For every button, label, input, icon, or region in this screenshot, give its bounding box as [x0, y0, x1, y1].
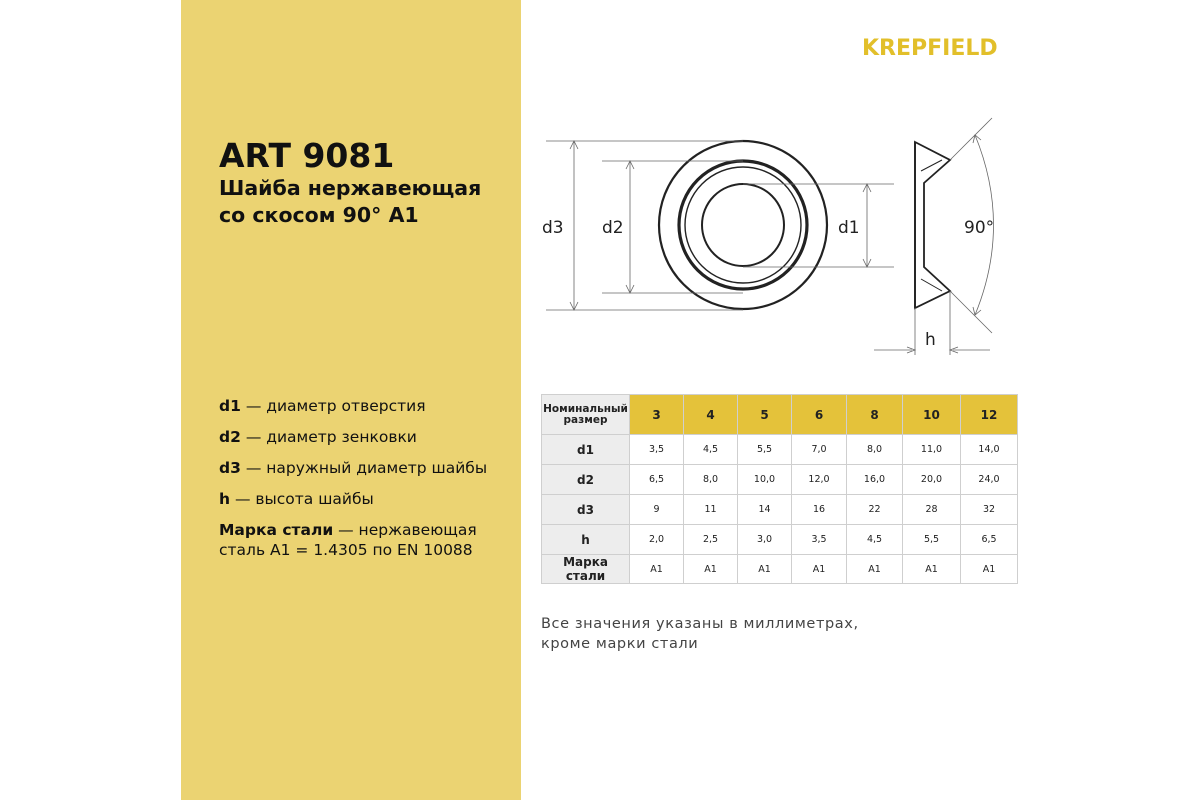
table-row [542, 555, 1018, 584]
label-d2: d2 [602, 218, 624, 238]
hole-ring [702, 184, 784, 266]
table-cell: 6,5 [630, 465, 684, 495]
label-h: h [925, 330, 936, 350]
table-cell: 20,0 [903, 465, 961, 495]
table-row-label: d2 [542, 465, 630, 495]
legend-item: h — высота шайбы [219, 490, 374, 508]
table-cell: 2,0 [630, 525, 684, 555]
table-cell: 12,0 [792, 465, 847, 495]
washer-drawing [540, 115, 1010, 365]
table-row [542, 465, 1018, 495]
countersink-ring [679, 161, 807, 289]
table-size-cell: 6 [792, 395, 847, 435]
units-footnote-line2: кроме марки стали [541, 636, 699, 652]
dimension-legend [219, 396, 509, 560]
outer-ring [659, 141, 827, 309]
product-name-line1: Шайба нержавеющая [219, 176, 482, 200]
table-cell: A1 [738, 555, 792, 584]
table-cell: A1 [847, 555, 903, 584]
table-cell: A1 [684, 555, 738, 584]
steel-grade-note: Марка стали — нержавеющая сталь A1 = 1.4305 по EN 10088 [219, 521, 477, 559]
table-row [542, 435, 1018, 465]
product-name-line2: со скосом 90° A1 [219, 203, 419, 227]
table-cell: 9 [630, 495, 684, 525]
table-cell: 3,5 [630, 435, 684, 465]
table-cell: A1 [903, 555, 961, 584]
legend-item: d3 — наружный диаметр шайбы [219, 459, 488, 477]
table-cell: 14,0 [961, 435, 1018, 465]
units-footnote [541, 614, 859, 654]
table-cell: 5,5 [903, 525, 961, 555]
table-cell: 24,0 [961, 465, 1018, 495]
table-cell: 4,5 [684, 435, 738, 465]
table-header-label: Номинальный размер [542, 395, 630, 435]
product-name [219, 175, 519, 229]
table-cell: 6,5 [961, 525, 1018, 555]
table-size-cell: 10 [903, 395, 961, 435]
table-size-cell: 4 [684, 395, 738, 435]
table-cell: 11,0 [903, 435, 961, 465]
table-size-cell: 8 [847, 395, 903, 435]
table-cell: 10,0 [738, 465, 792, 495]
table-cell: 11 [684, 495, 738, 525]
legend-item: d1 — диаметр отверстия [219, 397, 426, 415]
legend-item: d2 — диаметр зенковки [219, 428, 417, 446]
table-header-row [542, 395, 1018, 435]
table-cell: 4,5 [847, 525, 903, 555]
table-cell: 28 [903, 495, 961, 525]
table-size-cell: 3 [630, 395, 684, 435]
spec-table [541, 394, 1018, 584]
units-footnote-line1: Все значения указаны в миллиметрах, [541, 616, 859, 632]
table-row-label: h [542, 525, 630, 555]
table-cell: A1 [961, 555, 1018, 584]
table-cell: 8,0 [847, 435, 903, 465]
table-cell: 3,5 [792, 525, 847, 555]
table-cell: 2,5 [684, 525, 738, 555]
table-cell: 16,0 [847, 465, 903, 495]
table-cell: 22 [847, 495, 903, 525]
product-article: ART 9081 [219, 136, 395, 175]
table-cell: 5,5 [738, 435, 792, 465]
table-cell: A1 [630, 555, 684, 584]
brand-logo: KREPFIELD [862, 36, 998, 61]
table-size-cell: 12 [961, 395, 1018, 435]
table-cell: 7,0 [792, 435, 847, 465]
table-cell: A1 [792, 555, 847, 584]
table-size-cell: 5 [738, 395, 792, 435]
label-d1: d1 [838, 218, 860, 238]
washer-side-view [915, 142, 950, 308]
table-cell: 3,0 [738, 525, 792, 555]
table-row [542, 525, 1018, 555]
table-row [542, 495, 1018, 525]
label-d3: d3 [542, 218, 564, 238]
table-row-label: Марка стали [542, 555, 630, 584]
table-row-label: d1 [542, 435, 630, 465]
table-cell: 8,0 [684, 465, 738, 495]
table-cell: 32 [961, 495, 1018, 525]
label-angle: 90° [964, 218, 995, 238]
table-row-label: d3 [542, 495, 630, 525]
table-cell: 14 [738, 495, 792, 525]
table-cell: 16 [792, 495, 847, 525]
